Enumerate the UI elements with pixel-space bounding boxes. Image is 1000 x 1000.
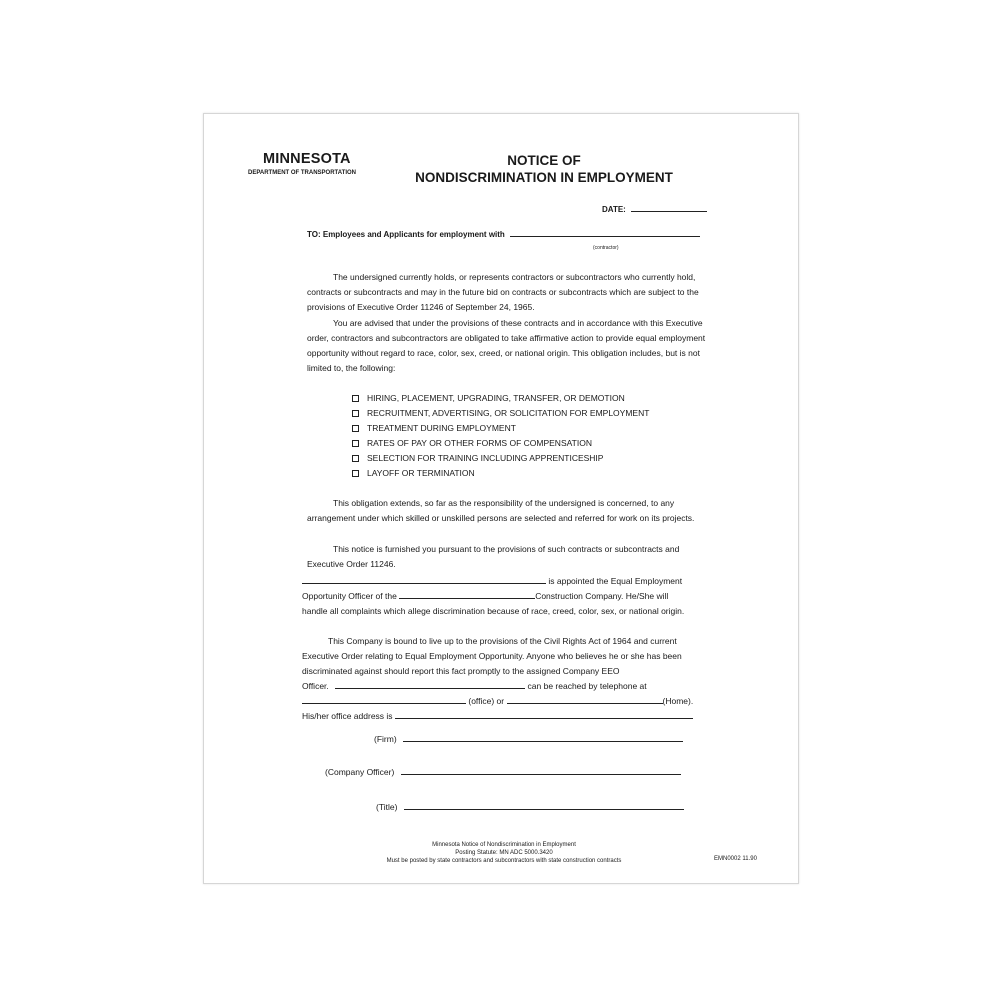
- firm-line: [403, 741, 683, 742]
- officer-name-line: [335, 688, 525, 689]
- footer-line-1: Minnesota Notice of Nondiscrimination in Employment: [432, 842, 576, 848]
- to-field: [307, 230, 700, 239]
- company-officer-line: [401, 774, 681, 775]
- state-name: MINNESOTA: [263, 151, 351, 167]
- office-address-line: [395, 718, 693, 719]
- checklist-item: SELECTION FOR TRAINING INCLUDING APPRENTICESHIP: [352, 451, 649, 466]
- officer-signature: (Company Officer): [325, 765, 681, 780]
- contractor-line: [510, 236, 700, 237]
- checklist-item: TREATMENT DURING EMPLOYMENT: [352, 421, 649, 436]
- checkbox-icon[interactable]: [352, 440, 359, 447]
- phone-line: (office) or (Home).: [302, 694, 693, 709]
- page-title: [384, 152, 704, 186]
- checklist-item: RATES OF PAY OR OTHER FORMS OF COMPENSATION: [352, 436, 649, 451]
- title-line-2: NONDISCRIMINATION IN EMPLOYMENT: [415, 170, 673, 185]
- contractor-caption: (contractor): [593, 245, 619, 251]
- office-phone-line: [302, 703, 466, 704]
- address-line: His/her office address is: [302, 709, 693, 724]
- paragraph-5: handle all complaints which allege discrimination because of race, creed, color, sex, or national origin.: [302, 606, 685, 616]
- date-line: [631, 211, 707, 212]
- title-signature: (Title): [376, 800, 684, 815]
- checkbox-icon[interactable]: [352, 395, 359, 402]
- company-name-line: [399, 598, 535, 599]
- checklist-item: RECRUITMENT, ADVERTISING, OR SOLICITATION FOR EMPLOYMENT: [352, 406, 649, 421]
- paragraph-4: This notice is furnished you pursuant to the provisions of such contracts or subcontracts and Executive Order 11246.: [307, 544, 680, 569]
- checkbox-icon[interactable]: [352, 455, 359, 462]
- footer-line-3: Must be posted by state contractors and subcontractors with state construction contracts: [386, 858, 622, 864]
- checklist-item: LAYOFF OR TERMINATION: [352, 466, 649, 481]
- obligation-checklist: [352, 391, 649, 481]
- firm-signature: (Firm): [374, 732, 683, 747]
- footer: [304, 841, 704, 865]
- home-phone-line: [507, 703, 663, 704]
- checkbox-icon[interactable]: [352, 410, 359, 417]
- notice-sheet: [203, 113, 799, 884]
- officer-line: Officer. can be reached by telephone at: [302, 681, 647, 691]
- checklist-item: HIRING, PLACEMENT, UPGRADING, TRANSFER, OR DEMOTION: [352, 391, 649, 406]
- eeo-officer-line: is appointed the Equal Employment: [302, 574, 682, 589]
- company-line: Opportunity Officer of the Construction Company. He/She will: [302, 591, 669, 601]
- checkbox-icon[interactable]: [352, 425, 359, 432]
- to-label: TO: Employees and Applicants for employment with: [307, 230, 505, 239]
- eeo-officer-name-line: [302, 583, 546, 584]
- date-field: [602, 202, 707, 217]
- title-line: [404, 809, 684, 810]
- paragraph-2: You are advised that under the provisions of these contracts and in accordance with this Executive order, contractors and subcontractors are obligated to take affirmative action to provide equal employment opportunity without regard to race, color, sex, creed, or national origin. This obligation includes, but is not limited to, the following:: [307, 318, 706, 373]
- form-code: EMN0002 11.90: [714, 856, 757, 862]
- title-line-1: NOTICE OF: [507, 153, 581, 168]
- paragraph-1: The undersigned currently holds, or represents contractors or subcontractors who currently hold, contracts or subcontracts and may in the future bid on contracts or subcontracts which are subject to the provisions of Executive Order 11246 of September 24, 1965.: [307, 272, 699, 312]
- paragraph-3: This obligation extends, so far as the responsibility of the undersigned is concerned, to any arrangement under which skilled or unskilled persons are selected and referred for work on its projects.: [307, 498, 695, 523]
- paragraph-6: This Company is bound to live up to the provisions of the Civil Rights Act of 1964 and current Executive Order relating to Equal Employment Opportunity. Anyone who believes he or she has been discriminated against should report this fact promptly to the assigned Company EEO: [302, 636, 682, 676]
- department-name: DEPARTMENT OF TRANSPORTATION: [248, 170, 356, 176]
- checkbox-icon[interactable]: [352, 470, 359, 477]
- footer-line-2: Posting Statute: MN ADC 5000.3420: [455, 850, 553, 856]
- date-label: DATE:: [602, 205, 626, 214]
